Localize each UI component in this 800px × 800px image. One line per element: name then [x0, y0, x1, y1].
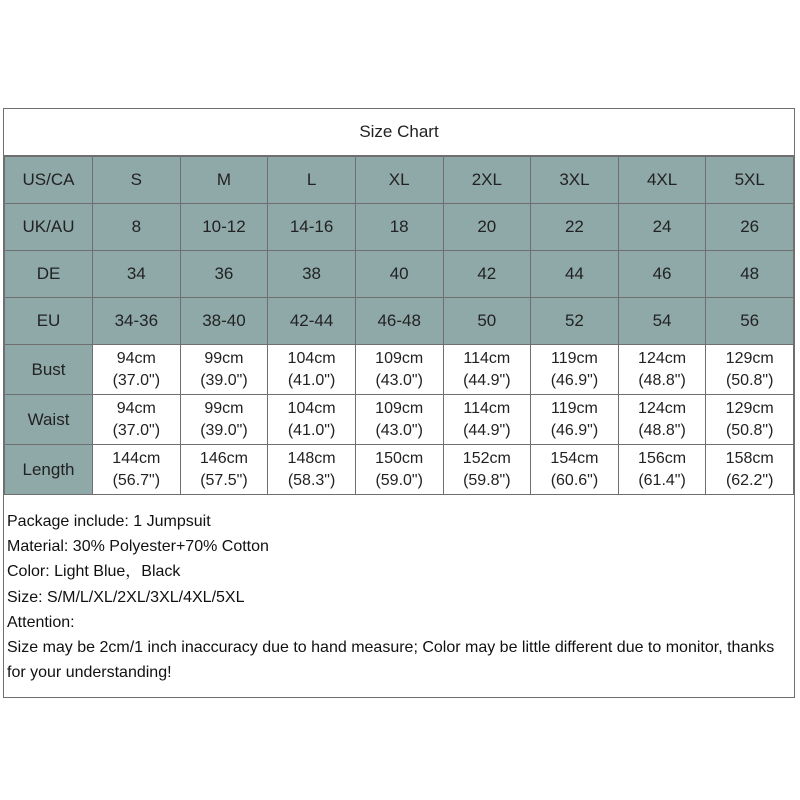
cm-value: 114cm [463, 399, 511, 417]
inch-value: (43.0") [375, 421, 423, 439]
table-cell: 36 [180, 251, 268, 298]
cm-value: 152cm [462, 449, 511, 467]
cm-value: 109cm [375, 399, 424, 417]
table-cell: 26 [706, 204, 794, 251]
cm-value: 94cm [116, 399, 156, 417]
cm-value: 104cm [287, 399, 336, 417]
attention-label: Attention: [7, 613, 75, 631]
cm-value: 94cm [116, 349, 156, 367]
inch-value: (59.0") [375, 471, 423, 489]
cm-value: 99cm [204, 349, 244, 367]
table-cell: 2XL [443, 157, 531, 204]
table-cell [355, 395, 443, 445]
inch-value: (56.7") [112, 471, 161, 489]
table-cell: 40 [355, 251, 443, 298]
inch-value: (60.6") [550, 471, 599, 489]
row-header: Length [5, 445, 93, 495]
material-note: Material: 30% Polyester+70% Cotton [7, 538, 269, 556]
cm-value: 158cm [725, 449, 774, 467]
cm-value: 124cm [638, 349, 687, 367]
inch-value: (44.9") [463, 421, 511, 439]
inch-value: (37.0") [112, 421, 161, 439]
inch-value: (39.0") [200, 371, 248, 389]
row-header: UK/AU [5, 204, 93, 251]
cm-value: 146cm [199, 449, 248, 467]
table-cell: 46 [618, 251, 706, 298]
inch-value: (48.8") [638, 421, 686, 439]
cm-value: 148cm [287, 449, 336, 467]
chart-title: Size Chart [4, 109, 794, 156]
table-cell: M [180, 157, 268, 204]
table-cell: 34 [93, 251, 181, 298]
table-cell [355, 345, 443, 395]
disclaimer-text: Size may be 2cm/1 inch inaccuracy due to hand measure; Color may be little different due to monitor, thanks for your understanding! [7, 639, 775, 682]
product-notes [7, 509, 787, 685]
table-cell [443, 445, 531, 495]
inch-value: (48.8") [638, 371, 686, 389]
table-cell [706, 395, 794, 445]
table-cell: 8 [93, 204, 181, 251]
cm-value: 124cm [638, 399, 687, 417]
table-cell [93, 445, 181, 495]
table-cell: 38 [268, 251, 356, 298]
inch-value: (62.2") [725, 471, 774, 489]
table-cell [268, 345, 356, 395]
inch-value: (46.9") [550, 421, 599, 439]
cm-value: 144cm [112, 449, 161, 467]
row-header: Waist [5, 395, 93, 445]
table-row [5, 204, 794, 251]
table-cell: 44 [531, 251, 619, 298]
inch-value: (46.9") [550, 371, 599, 389]
table-cell: 46-48 [355, 298, 443, 345]
cm-value: 119cm [551, 399, 598, 417]
table-row [5, 345, 794, 395]
table-cell [93, 345, 181, 395]
table-cell [180, 345, 268, 395]
inch-value: (44.9") [463, 371, 511, 389]
table-cell [355, 445, 443, 495]
table-cell: 42 [443, 251, 531, 298]
table-cell: 50 [443, 298, 531, 345]
table-cell [618, 395, 706, 445]
size-note: Size: S/M/L/XL/2XL/3XL/4XL/5XL [7, 588, 245, 606]
inch-value: (41.0") [287, 371, 336, 389]
cm-value: 114cm [463, 349, 511, 367]
table-cell [180, 445, 268, 495]
row-header: Bust [5, 345, 93, 395]
table-row [5, 445, 794, 495]
inch-value: (61.4") [638, 471, 686, 489]
inch-value: (37.0") [112, 371, 161, 389]
table-cell [93, 395, 181, 445]
cm-value: 109cm [375, 349, 424, 367]
table-cell [180, 395, 268, 445]
cm-value: 154cm [550, 449, 599, 467]
package-note: Package include: 1 Jumpsuit [7, 513, 211, 530]
inch-value: (50.8") [725, 421, 774, 439]
table-cell: L [268, 157, 356, 204]
cm-value: 104cm [287, 349, 336, 367]
table-cell: 56 [706, 298, 794, 345]
table-cell: 3XL [531, 157, 619, 204]
table-cell: S [93, 157, 181, 204]
row-header: US/CA [5, 157, 93, 204]
size-chart-table [4, 156, 794, 495]
table-cell [268, 395, 356, 445]
table-cell: 54 [618, 298, 706, 345]
inch-value: (58.3") [287, 471, 336, 489]
size-chart-frame [3, 108, 795, 698]
inch-value: (50.8") [725, 371, 774, 389]
table-cell [531, 445, 619, 495]
table-cell: 10-12 [180, 204, 268, 251]
table-cell: 52 [531, 298, 619, 345]
table-cell [443, 345, 531, 395]
table-cell [618, 445, 706, 495]
table-cell [443, 395, 531, 445]
table-cell: XL [355, 157, 443, 204]
table-cell [531, 395, 619, 445]
table-row [5, 298, 794, 345]
cm-value: 156cm [638, 449, 687, 467]
cm-value: 150cm [375, 449, 424, 467]
table-cell [268, 445, 356, 495]
table-cell: 42-44 [268, 298, 356, 345]
table-cell [706, 445, 794, 495]
table-cell [531, 345, 619, 395]
table-cell: 18 [355, 204, 443, 251]
table-cell: 4XL [618, 157, 706, 204]
inch-value: (57.5") [200, 471, 248, 489]
table-cell: 22 [531, 204, 619, 251]
cm-value: 129cm [725, 349, 774, 367]
table-cell: 48 [706, 251, 794, 298]
table-cell [618, 345, 706, 395]
table-row [5, 395, 794, 445]
inch-value: (59.8") [463, 471, 511, 489]
inch-value: (39.0") [200, 421, 248, 439]
cm-value: 99cm [204, 399, 244, 417]
row-header: EU [5, 298, 93, 345]
table-cell [706, 345, 794, 395]
inch-value: (43.0") [375, 371, 423, 389]
table-cell: 24 [618, 204, 706, 251]
table-row [5, 251, 794, 298]
table-row [5, 157, 794, 204]
cm-value: 129cm [725, 399, 774, 417]
inch-value: (41.0") [287, 421, 336, 439]
table-cell: 34-36 [93, 298, 181, 345]
table-cell: 5XL [706, 157, 794, 204]
cm-value: 119cm [551, 349, 598, 367]
color-note: Color: Light Blue，Black [7, 563, 181, 581]
table-cell: 38-40 [180, 298, 268, 345]
row-header: DE [5, 251, 93, 298]
table-cell: 14-16 [268, 204, 356, 251]
table-cell: 20 [443, 204, 531, 251]
